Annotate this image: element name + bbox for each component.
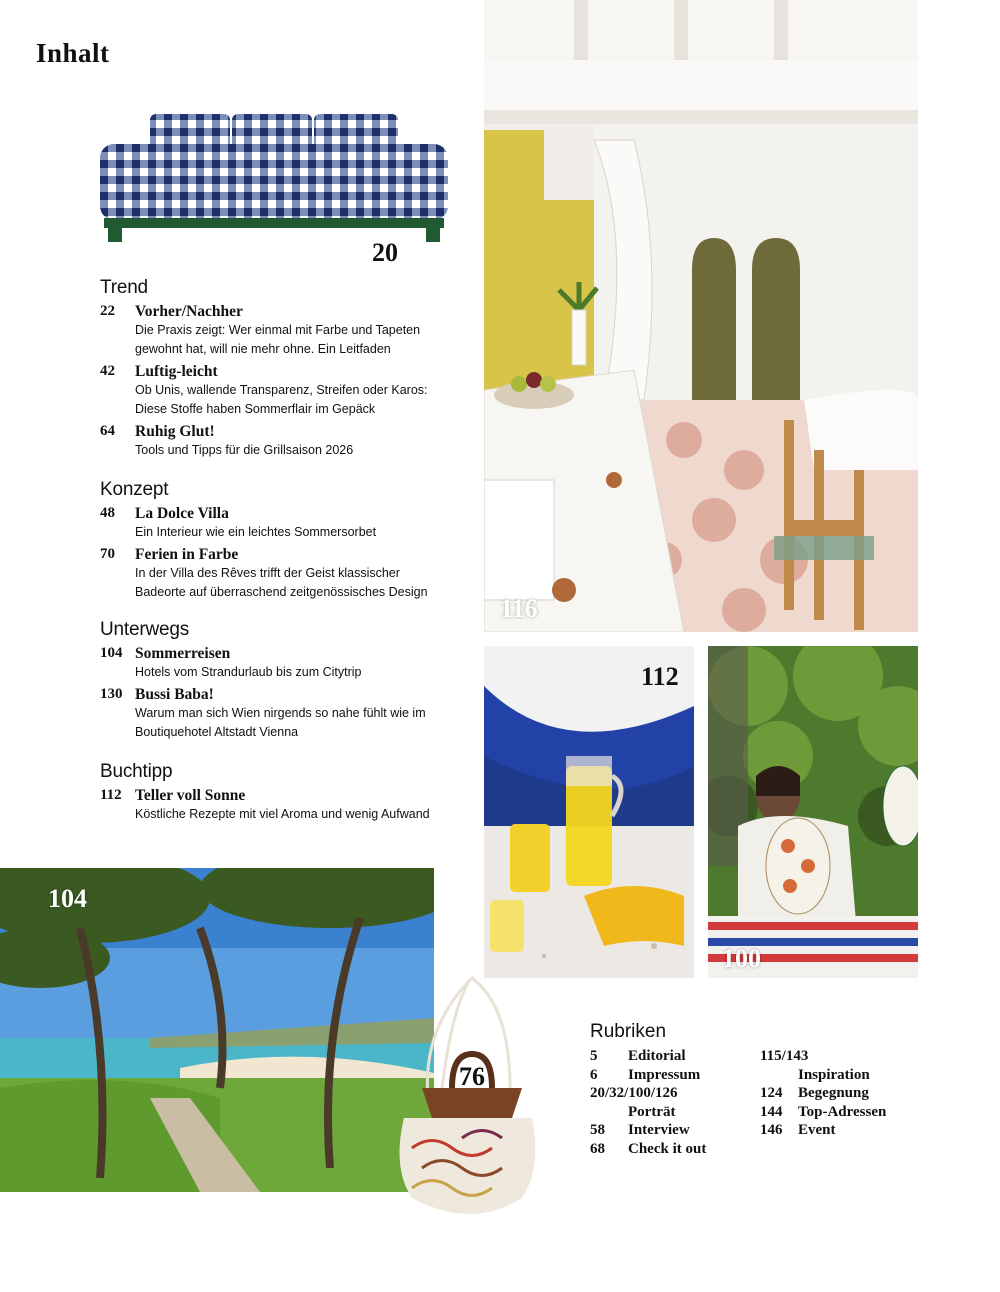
entry-desc: Tools und Tipps für die Grillsaison 2026 — [135, 443, 354, 457]
juice-image — [484, 646, 694, 978]
rubrik-page: 6 — [590, 1066, 598, 1083]
rubrik-page: 58 — [590, 1122, 605, 1138]
beach-page-number: 104 — [48, 884, 87, 913]
rubrik-label: Check it out — [628, 1140, 707, 1157]
entry-desc: Ein Interieur wie ein leichtes Sommersorbet — [135, 525, 377, 539]
sofa-page-number: 20 — [372, 238, 398, 267]
interior-image — [484, 0, 918, 632]
rubrik-item[interactable] — [590, 1140, 760, 1159]
toc-entry[interactable] — [100, 545, 440, 602]
entry-page: 112 — [100, 787, 122, 803]
beach-photo[interactable] — [0, 868, 434, 1192]
toc-entry[interactable] — [100, 302, 440, 359]
section-heading: Trend — [100, 277, 148, 298]
entry-title: Teller voll Sonne — [135, 787, 246, 804]
rubrik-label: Event — [798, 1122, 836, 1138]
entry-title: Ruhig Glut! — [135, 423, 215, 440]
entry-page: 104 — [100, 645, 123, 661]
toc-entry[interactable] — [100, 644, 440, 682]
rubrik-page: 20/32/100/126 — [590, 1085, 678, 1101]
rubriken-heading: Rubriken — [590, 1021, 667, 1042]
rubrik-label: Interview — [628, 1122, 690, 1138]
entry-title: Sommerreisen — [135, 645, 231, 662]
page-title: Inhalt — [36, 38, 110, 68]
rubrik-item[interactable] — [760, 1084, 930, 1103]
entry-desc: Die Praxis zeigt: Wer einmal mit Farbe und Tapeten gewohnt hat, will nie mehr ohne. Ein Leitfaden — [135, 323, 421, 356]
rubrik-item[interactable] — [590, 1066, 760, 1085]
toc-entry[interactable] — [100, 422, 440, 460]
entry-title: Vorher/Nachher — [135, 303, 243, 320]
rubriken-col-left — [590, 1047, 760, 1158]
woman-page-number: 100 — [722, 944, 761, 973]
rubrik-label: Top-Adressen — [798, 1103, 887, 1120]
interior-page-number: 116 — [500, 594, 538, 623]
rubrik-item[interactable] — [760, 1103, 930, 1122]
entry-page: 70 — [100, 546, 115, 562]
juice-photo[interactable] — [484, 646, 694, 978]
entry-page: 42 — [100, 363, 115, 379]
entry-title: Luftig-leicht — [135, 363, 218, 380]
toc-trend — [100, 276, 440, 474]
rubrik-label[interactable]: Inspiration — [798, 1066, 870, 1083]
entry-desc: Warum man sich Wien nirgends so nahe fühlt wie im Boutiquehotel Altstadt Vienna — [135, 706, 426, 739]
toc-entry[interactable] — [100, 685, 440, 742]
rubriken-col-right — [760, 1047, 930, 1158]
entry-title: La Dolce Villa — [135, 505, 229, 522]
entry-desc: Köstliche Rezepte mit viel Aroma und wenig Aufwand — [135, 807, 430, 821]
section-heading: Buchtipp — [100, 761, 173, 782]
rubrik-page: 144 — [760, 1103, 783, 1120]
toc-konzept — [100, 478, 440, 616]
toc-entry[interactable] — [100, 362, 440, 419]
toc-entry[interactable] — [100, 504, 440, 542]
entry-page: 48 — [100, 505, 115, 521]
entry-page: 130 — [100, 686, 123, 702]
rubrik-page: 124 — [760, 1085, 783, 1101]
section-heading: Konzept — [100, 479, 169, 500]
rubrik-label[interactable]: Porträt — [628, 1103, 676, 1120]
rubrik-label: Impressum — [628, 1066, 701, 1083]
entry-desc: In der Villa des Rêves trifft der Geist klassischer Badeorte auf überraschend zeitgenössisches Design — [135, 566, 428, 599]
beach-image — [0, 868, 434, 1192]
toc-entry[interactable] — [100, 786, 440, 824]
entry-desc: Ob Unis, wallende Transparenz, Streifen oder Karos: Diese Stoffe haben Sommerflair im Gepäck — [135, 383, 428, 416]
section-heading: Unterwegs — [100, 619, 190, 640]
woman-photo[interactable] — [708, 646, 918, 978]
sofa-image — [100, 112, 450, 244]
bag-page-number: 76 — [459, 1062, 485, 1091]
bag-image — [392, 968, 542, 1230]
entry-page: 22 — [100, 303, 115, 319]
rubriken — [590, 1020, 930, 1158]
rubrik-item[interactable] — [590, 1047, 760, 1066]
rubrik-page: 115/143 — [760, 1048, 809, 1064]
rubrik-label: Editorial — [628, 1048, 686, 1064]
interior-photo[interactable] — [484, 0, 918, 632]
toc-buchtipp — [100, 760, 440, 838]
entry-title: Ferien in Farbe — [135, 546, 239, 563]
rubrik-page: 5 — [590, 1048, 598, 1064]
rubrik-page: 146 — [760, 1122, 783, 1138]
woman-image — [708, 646, 918, 978]
juice-page-number: 112 — [641, 662, 679, 691]
rubrik-item[interactable] — [590, 1121, 760, 1140]
rubrik-page: 68 — [590, 1140, 605, 1157]
toc-unterwegs — [100, 618, 440, 756]
entry-desc: Hotels vom Strandurlaub bis zum Citytrip — [135, 665, 362, 679]
rubrik-item[interactable] — [760, 1121, 930, 1140]
entry-title: Bussi Baba! — [135, 686, 214, 703]
entry-page: 64 — [100, 423, 115, 439]
rubrik-label: Begegnung — [798, 1085, 869, 1101]
